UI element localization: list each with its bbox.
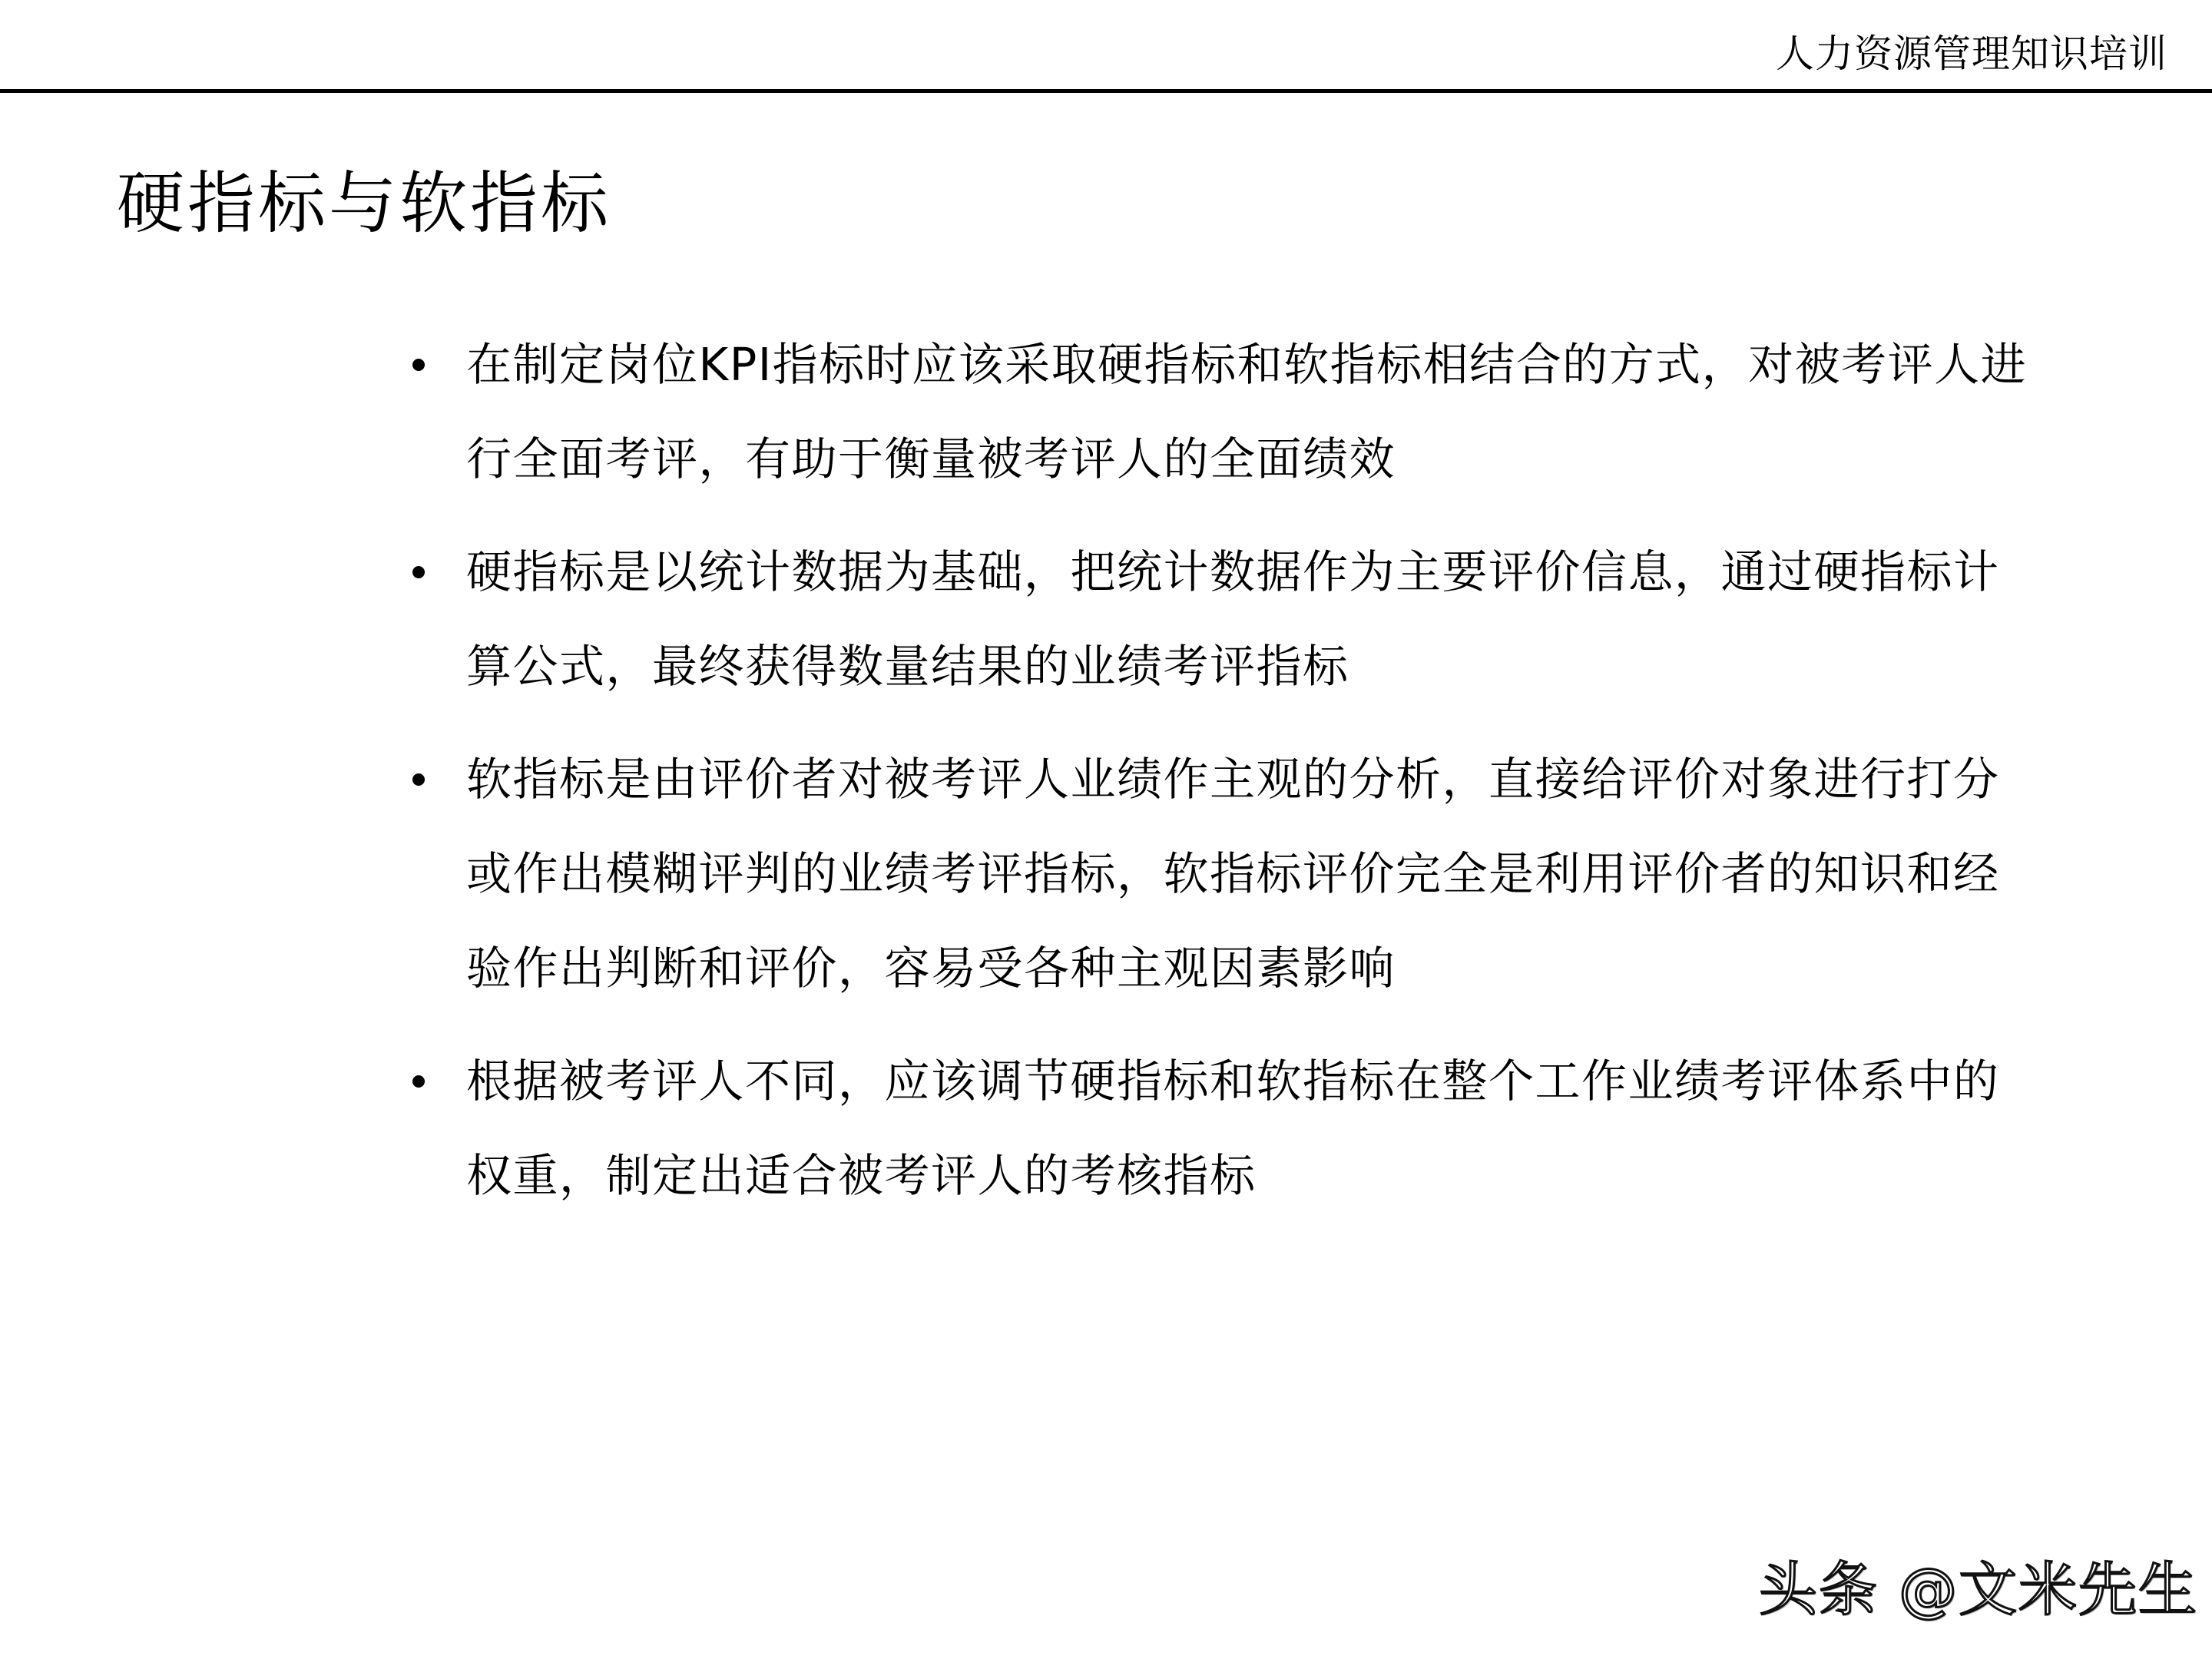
- bullet-item: [407, 732, 2035, 1015]
- header-divider: [0, 89, 2212, 93]
- bullet-text: 根据被考评人不同，应该调节硬指标和软指标在整个工作业绩考评体系中的权重，制定出适合被考评人的考核指标: [466, 1055, 2000, 1202]
- bullet-list: [407, 317, 2035, 1241]
- bullet-dot-icon: [412, 566, 425, 578]
- watermark: 头条 @文米先生: [1759, 1555, 2199, 1624]
- bullet-item: [407, 525, 2035, 714]
- bullet-item: [407, 1034, 2035, 1223]
- bullet-text: 硬指标是以统计数据为基础，把统计数据作为主要评价信息，通过硬指标计算公式，最终获得数量结果的业绩考评指标: [466, 545, 2000, 693]
- course-title: 人力资源管理知识培训: [1776, 31, 2167, 76]
- bullet-dot-icon: [412, 359, 425, 371]
- slide-title: 硬指标与软指标: [117, 164, 612, 243]
- bullet-text: 软指标是由评价者对被考评人业绩作主观的分析，直接给评价对象进行打分或作出模糊评判的业绩考评指标，软指标评价完全是利用评价者的知识和经验作出判断和评价，容易受各种主观因素影响: [466, 753, 2000, 995]
- bullet-item: [407, 317, 2035, 506]
- bullet-dot-icon: [412, 773, 425, 786]
- bullet-dot-icon: [412, 1075, 425, 1088]
- bullet-text: 在制定岗位KPI指标时应该采取硬指标和软指标相结合的方式，对被考评人进行全面考评，有助于衡量被考评人的全面绩效: [466, 338, 2028, 485]
